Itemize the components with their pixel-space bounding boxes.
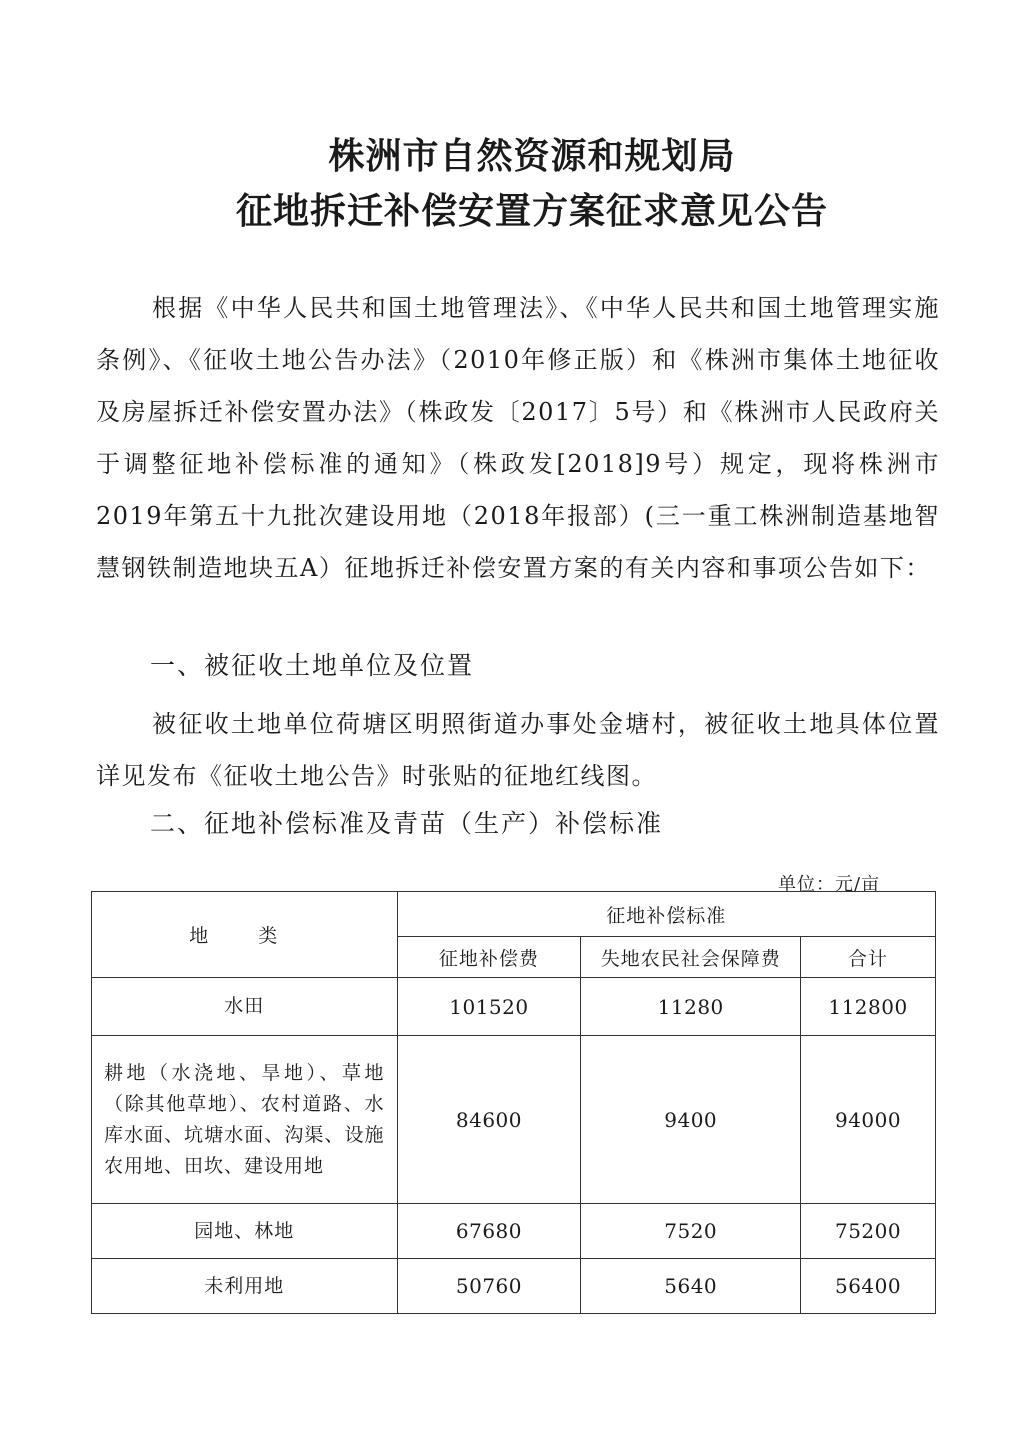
intro-paragraph: 根据《中华人民共和国土地管理法》、《中华人民共和国土地管理实施条例》、《征收土地公告办法》（2010年修正版）和《株洲市集体土地征收及房屋拆迁补偿安置办法》（株政发〔2017〕5号）和《株洲市人民政府关于调整征地补偿标准的通知》（株政发[2018]9号）规定，现将株洲市2019年第五十九批次建设用地（2018年报部）(三一重工株洲制造基地智慧钢铁制造地块五A）征地拆迁补偿安置方案的有关内容和事项公告如下： bbox=[96, 294, 940, 582]
unit-note: 单位：元/亩 bbox=[778, 874, 881, 895]
header-compensation-fee: 征地补偿费 bbox=[397, 937, 581, 978]
section-1-heading: 一、被征收土地单位及位置 bbox=[150, 651, 475, 680]
compensation-cell: 67680 bbox=[397, 1204, 581, 1259]
land-type-cell: 未利用地 bbox=[92, 1259, 398, 1314]
social-security-cell: 11280 bbox=[581, 978, 801, 1036]
table-row bbox=[92, 1204, 936, 1259]
social-security-cell: 5640 bbox=[581, 1259, 801, 1314]
header-total: 合计 bbox=[801, 937, 936, 978]
compensation-table bbox=[91, 891, 936, 1314]
table-row bbox=[92, 1259, 936, 1314]
header-social-security-fee: 失地农民社会保障费 bbox=[581, 937, 801, 978]
total-cell: 75200 bbox=[801, 1204, 936, 1259]
land-type-cell: 园地、林地 bbox=[92, 1204, 398, 1259]
compensation-cell: 101520 bbox=[397, 978, 581, 1036]
total-cell: 112800 bbox=[801, 978, 936, 1036]
title-line-1: 株洲市自然资源和规划局 bbox=[328, 136, 736, 177]
title-line-2: 征地拆迁补偿安置方案征求意见公告 bbox=[235, 191, 828, 232]
table-row bbox=[92, 1036, 936, 1204]
compensation-cell: 50760 bbox=[397, 1259, 581, 1314]
total-cell: 56400 bbox=[801, 1259, 936, 1314]
section-1-text: 被征收土地单位荷塘区明照街道办事处金塘村，被征收土地具体位置详见发布《征收土地公告》时张贴的征地红线图。 bbox=[96, 710, 940, 790]
land-type-cell: 耕地（水浇地、旱地）、草地（除其他草地）、农村道路、水库水面、坑塘水面、沟渠、设施农用地、田坎、建设用地 bbox=[92, 1036, 398, 1204]
social-security-cell: 7520 bbox=[581, 1204, 801, 1259]
land-type-cell: 水田 bbox=[92, 978, 398, 1036]
section-2-heading: 二、征地补偿标准及青苗（生产）补偿标准 bbox=[150, 809, 664, 838]
table-row bbox=[92, 978, 936, 1036]
total-cell: 94000 bbox=[801, 1036, 936, 1204]
compensation-cell: 84600 bbox=[397, 1036, 581, 1204]
header-compensation-standard: 征地补偿标准 bbox=[397, 892, 935, 937]
social-security-cell: 9400 bbox=[581, 1036, 801, 1204]
header-land-type: 地 类 bbox=[92, 892, 398, 978]
